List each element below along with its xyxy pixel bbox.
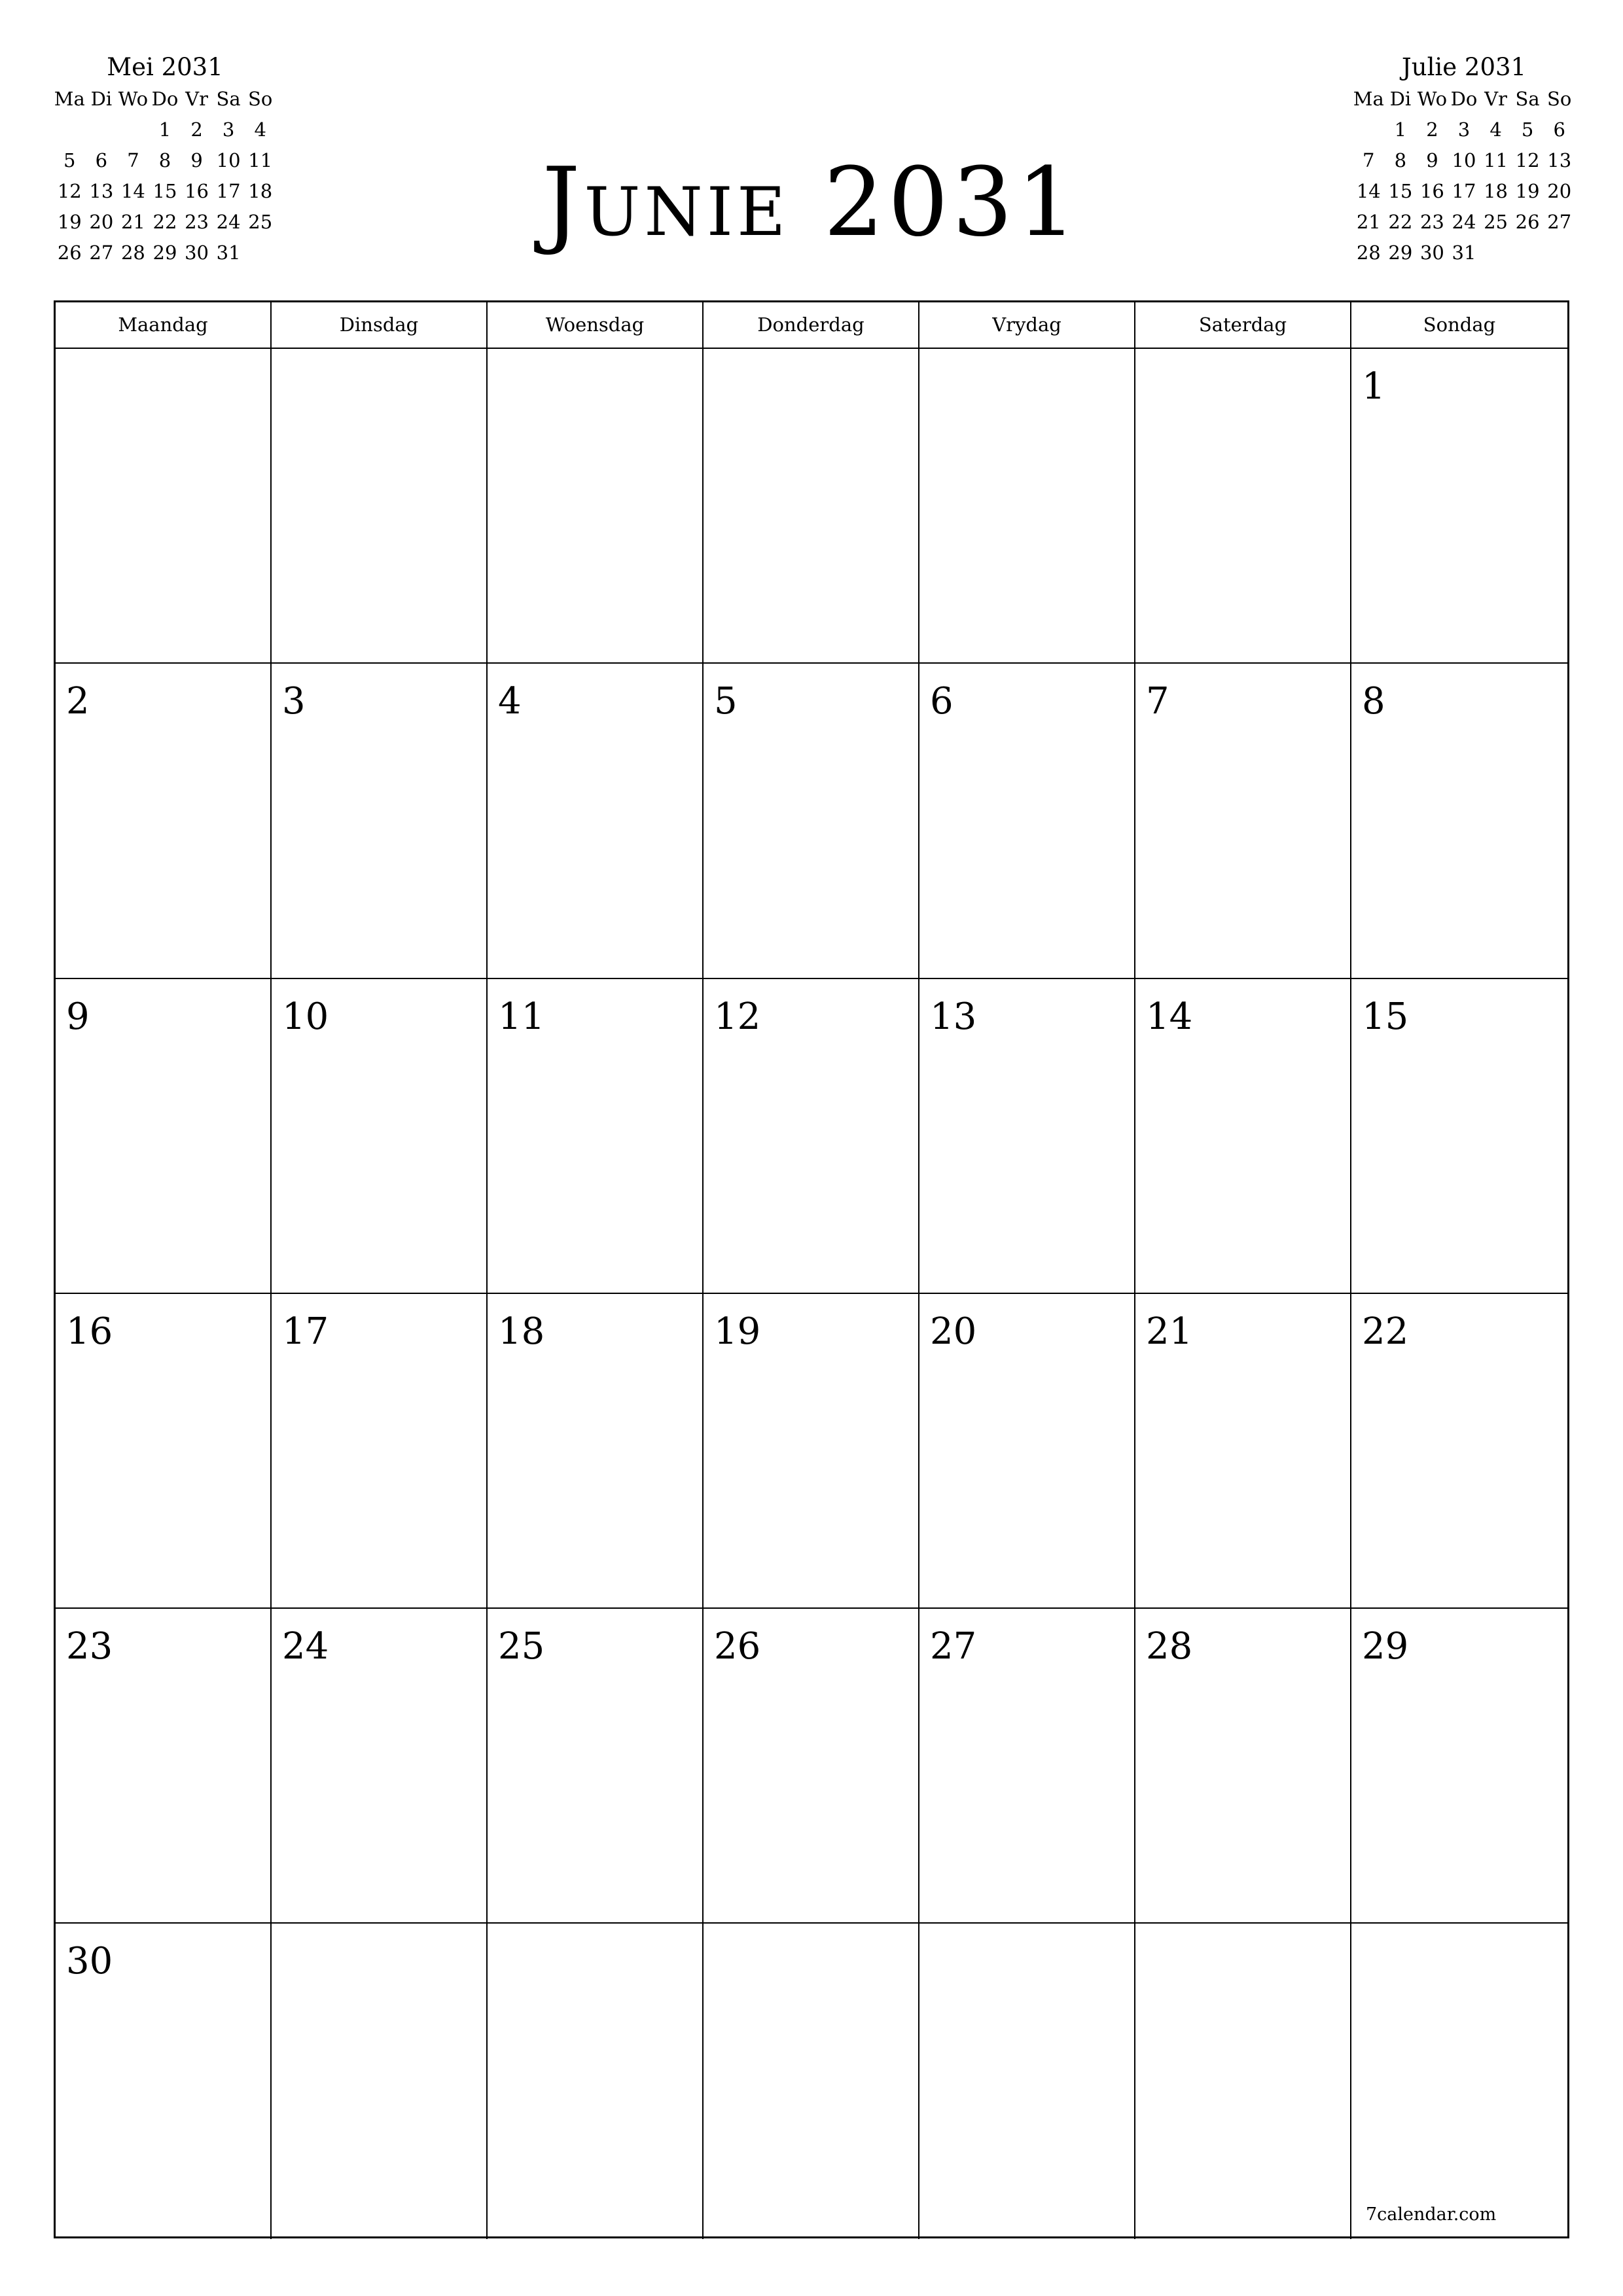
mini-day: 30 [1419, 242, 1444, 264]
mini-day: 31 [1452, 242, 1476, 264]
day-cell[interactable] [488, 979, 704, 1293]
mini-day [117, 115, 149, 145]
day-cell[interactable] [704, 1609, 919, 1922]
day-cell[interactable] [704, 1294, 919, 1607]
day-number: 13 [930, 995, 977, 1038]
mini-day: 10 [216, 149, 241, 171]
mini-day: 26 [57, 242, 82, 264]
mini-weekday: So [248, 88, 273, 110]
mini-day: 24 [216, 211, 241, 233]
mini-day: 17 [216, 180, 241, 202]
mini-day [1512, 238, 1544, 268]
day-cell[interactable] [272, 1609, 488, 1922]
weekday-header [56, 302, 1567, 349]
day-number: 28 [1146, 1625, 1193, 1668]
weekday-label: Vrydag [919, 302, 1135, 348]
mini-day: 28 [1356, 242, 1381, 264]
mini-day: 12 [57, 180, 82, 202]
mini-day [86, 115, 118, 145]
day-number: 9 [66, 995, 90, 1038]
mini-weekday: Sa [216, 88, 241, 110]
day-cell[interactable] [488, 1924, 704, 2238]
mini-day: 6 [1553, 118, 1565, 141]
mini-week-row [54, 115, 276, 145]
mini-day [1543, 238, 1575, 268]
day-cell[interactable] [56, 1924, 272, 2238]
day-number: 25 [498, 1625, 545, 1668]
mini-day: 1 [1394, 118, 1407, 141]
mini-week-row [1353, 145, 1575, 176]
weekday-label: Saterdag [1135, 302, 1351, 348]
day-cell[interactable] [704, 664, 919, 977]
day-cell[interactable] [704, 1924, 919, 2238]
mini-week-row [1353, 238, 1575, 268]
mini-day: 23 [1419, 211, 1444, 233]
day-cell[interactable] [56, 1294, 272, 1607]
mini-calendar-next [1353, 51, 1575, 268]
mini-day: 27 [89, 242, 114, 264]
day-number: 3 [282, 680, 306, 723]
mini-day: 20 [1547, 180, 1572, 202]
day-cell[interactable] [56, 979, 272, 1293]
day-cell[interactable] [1135, 349, 1351, 662]
mini-weekday: Do [151, 88, 179, 110]
day-number: 1 [1362, 365, 1385, 408]
mini-weekday: Wo [118, 88, 149, 110]
day-number: 6 [930, 680, 954, 723]
day-number: 11 [498, 995, 545, 1038]
week-row [56, 664, 1567, 978]
mini-day: 19 [1515, 180, 1540, 202]
weekday-label: Sondag [1423, 314, 1496, 336]
day-cell[interactable] [488, 1609, 704, 1922]
day-cell[interactable] [1351, 979, 1567, 1293]
day-cell[interactable] [488, 349, 704, 662]
week-row [56, 349, 1567, 664]
day-number: 7 [1146, 680, 1169, 723]
mini-day: 15 [152, 180, 177, 202]
mini-day: 17 [1452, 180, 1476, 202]
day-cell[interactable] [1135, 1294, 1351, 1607]
mini-week-row [1353, 207, 1575, 238]
day-cell[interactable] [1135, 1609, 1351, 1922]
day-cell[interactable] [488, 664, 704, 977]
day-cell[interactable] [919, 1924, 1135, 2238]
week-row [56, 1294, 1567, 1609]
mini-weekday: Di [1389, 88, 1412, 110]
day-number: 21 [1146, 1310, 1193, 1353]
day-number: 17 [282, 1310, 329, 1353]
mini-day: 1 [158, 118, 171, 141]
mini-day: 5 [63, 149, 76, 171]
mini-day: 14 [120, 180, 145, 202]
weekday-label: Woensdag [488, 302, 704, 348]
mini-day: 22 [152, 211, 177, 233]
day-number: 18 [498, 1310, 545, 1353]
mini-day: 15 [1388, 180, 1413, 202]
day-number: 15 [1362, 995, 1409, 1038]
day-cell[interactable] [1351, 1609, 1567, 1922]
day-cell[interactable] [56, 1609, 272, 1922]
mini-calendar-title: Julie 2031 [1401, 53, 1527, 81]
mini-day: 16 [185, 180, 209, 202]
mini-day: 21 [120, 211, 145, 233]
mini-day: 3 [1457, 118, 1471, 141]
day-number: 29 [1362, 1625, 1409, 1668]
mini-day [1353, 115, 1385, 145]
mini-day: 16 [1419, 180, 1444, 202]
day-cell[interactable] [1351, 1294, 1567, 1607]
mini-day: 14 [1356, 180, 1381, 202]
day-cell[interactable] [1135, 1924, 1351, 2238]
day-number: 2 [66, 680, 90, 723]
mini-week-row [1353, 176, 1575, 207]
mini-day: 25 [1484, 211, 1508, 233]
day-cell[interactable] [919, 1609, 1135, 1922]
mini-weekday: So [1547, 88, 1572, 110]
mini-weekday: Ma [1353, 88, 1384, 110]
day-cell[interactable] [1351, 349, 1567, 662]
week-row [56, 979, 1567, 1294]
mini-weekday: Sa [1515, 88, 1540, 110]
mini-weekday-header [1353, 84, 1575, 115]
mini-day: 11 [1484, 149, 1508, 171]
day-number: 8 [1362, 680, 1385, 723]
day-cell[interactable] [272, 664, 488, 977]
week-row [56, 1609, 1567, 1924]
mini-calendar-days [1353, 115, 1575, 268]
day-cell[interactable] [919, 349, 1135, 662]
mini-day: 10 [1452, 149, 1476, 171]
mini-day [54, 115, 86, 145]
day-cell[interactable] [919, 664, 1135, 977]
credit-text: 7calendar.com [1366, 2204, 1497, 2225]
mini-day: 23 [185, 211, 209, 233]
mini-day: 21 [1356, 211, 1381, 233]
mini-day: 27 [1547, 211, 1572, 233]
day-cell[interactable] [1135, 664, 1351, 977]
day-cell[interactable] [272, 349, 488, 662]
mini-day: 13 [89, 180, 114, 202]
mini-day: 29 [152, 242, 177, 264]
day-number: 10 [282, 995, 329, 1038]
day-number: 14 [1146, 995, 1193, 1038]
mini-day: 24 [1452, 211, 1476, 233]
mini-day: 2 [190, 118, 203, 141]
day-cell[interactable] [272, 979, 488, 1293]
day-number: 19 [714, 1310, 761, 1353]
mini-weekday: Vr [185, 88, 208, 110]
weeks [56, 349, 1567, 2239]
mini-day: 31 [216, 242, 241, 264]
mini-day: 22 [1388, 211, 1413, 233]
day-cell[interactable] [1351, 664, 1567, 977]
mini-day: 7 [127, 149, 139, 171]
day-cell[interactable] [56, 349, 272, 662]
mini-day: 25 [248, 211, 273, 233]
mini-weekday: Do [1450, 88, 1478, 110]
day-number: 26 [714, 1625, 761, 1668]
mini-day: 19 [57, 211, 82, 233]
day-number: 5 [714, 680, 738, 723]
mini-day: 18 [248, 180, 273, 202]
day-cell[interactable] [1135, 979, 1351, 1293]
weekday-label: Donderdag [704, 302, 919, 348]
mini-weekday: Ma [54, 88, 85, 110]
day-cell[interactable] [56, 664, 272, 977]
day-cell[interactable] [919, 979, 1135, 1293]
mini-day: 28 [120, 242, 145, 264]
day-cell[interactable] [272, 1294, 488, 1607]
mini-day: 11 [248, 149, 273, 171]
day-number: 24 [282, 1625, 329, 1668]
mini-day [1480, 238, 1512, 268]
mini-day: 4 [1489, 118, 1502, 141]
day-number: 27 [930, 1625, 977, 1668]
mini-day: 29 [1388, 242, 1413, 264]
mini-day: 12 [1515, 149, 1540, 171]
mini-weekday-header [54, 84, 276, 115]
page-title: Junie 2031 [542, 147, 1081, 258]
mini-day: 3 [222, 118, 235, 141]
mini-weekday: Wo [1417, 88, 1448, 110]
day-cell[interactable] [704, 979, 919, 1293]
day-number: 20 [930, 1310, 977, 1353]
day-cell[interactable] [704, 349, 919, 662]
mini-day: 4 [254, 118, 266, 141]
day-cell[interactable] [272, 1924, 488, 2238]
mini-day: 5 [1521, 118, 1534, 141]
mini-day: 9 [1426, 149, 1438, 171]
mini-day: 26 [1515, 211, 1540, 233]
day-cell[interactable] [1351, 1924, 1567, 2238]
day-number: 12 [714, 995, 761, 1038]
mini-day: 8 [158, 149, 171, 171]
mini-day: 7 [1363, 149, 1375, 171]
day-cell[interactable] [919, 1294, 1135, 1607]
mini-day: 30 [185, 242, 209, 264]
weekday-label: Dinsdag [272, 302, 488, 348]
mini-weekday: Di [90, 88, 113, 110]
weekday-label: Maandag [56, 302, 272, 348]
month-grid [54, 300, 1569, 2238]
day-number: 16 [66, 1310, 113, 1353]
mini-week-row [1353, 115, 1575, 145]
mini-weekday: Vr [1484, 88, 1507, 110]
mini-day: 8 [1394, 149, 1407, 171]
day-number: 22 [1362, 1310, 1409, 1353]
mini-day: 20 [89, 211, 114, 233]
week-row [56, 1924, 1567, 2238]
mini-day: 6 [95, 149, 108, 171]
mini-day: 13 [1547, 149, 1572, 171]
day-number: 23 [66, 1625, 113, 1668]
day-number: 4 [498, 680, 522, 723]
mini-calendar-title: Mei 2031 [107, 53, 223, 81]
mini-day: 9 [190, 149, 203, 171]
mini-day: 2 [1426, 118, 1438, 141]
mini-day: 18 [1484, 180, 1508, 202]
day-cell[interactable] [488, 1294, 704, 1607]
day-number: 30 [66, 1940, 113, 1983]
